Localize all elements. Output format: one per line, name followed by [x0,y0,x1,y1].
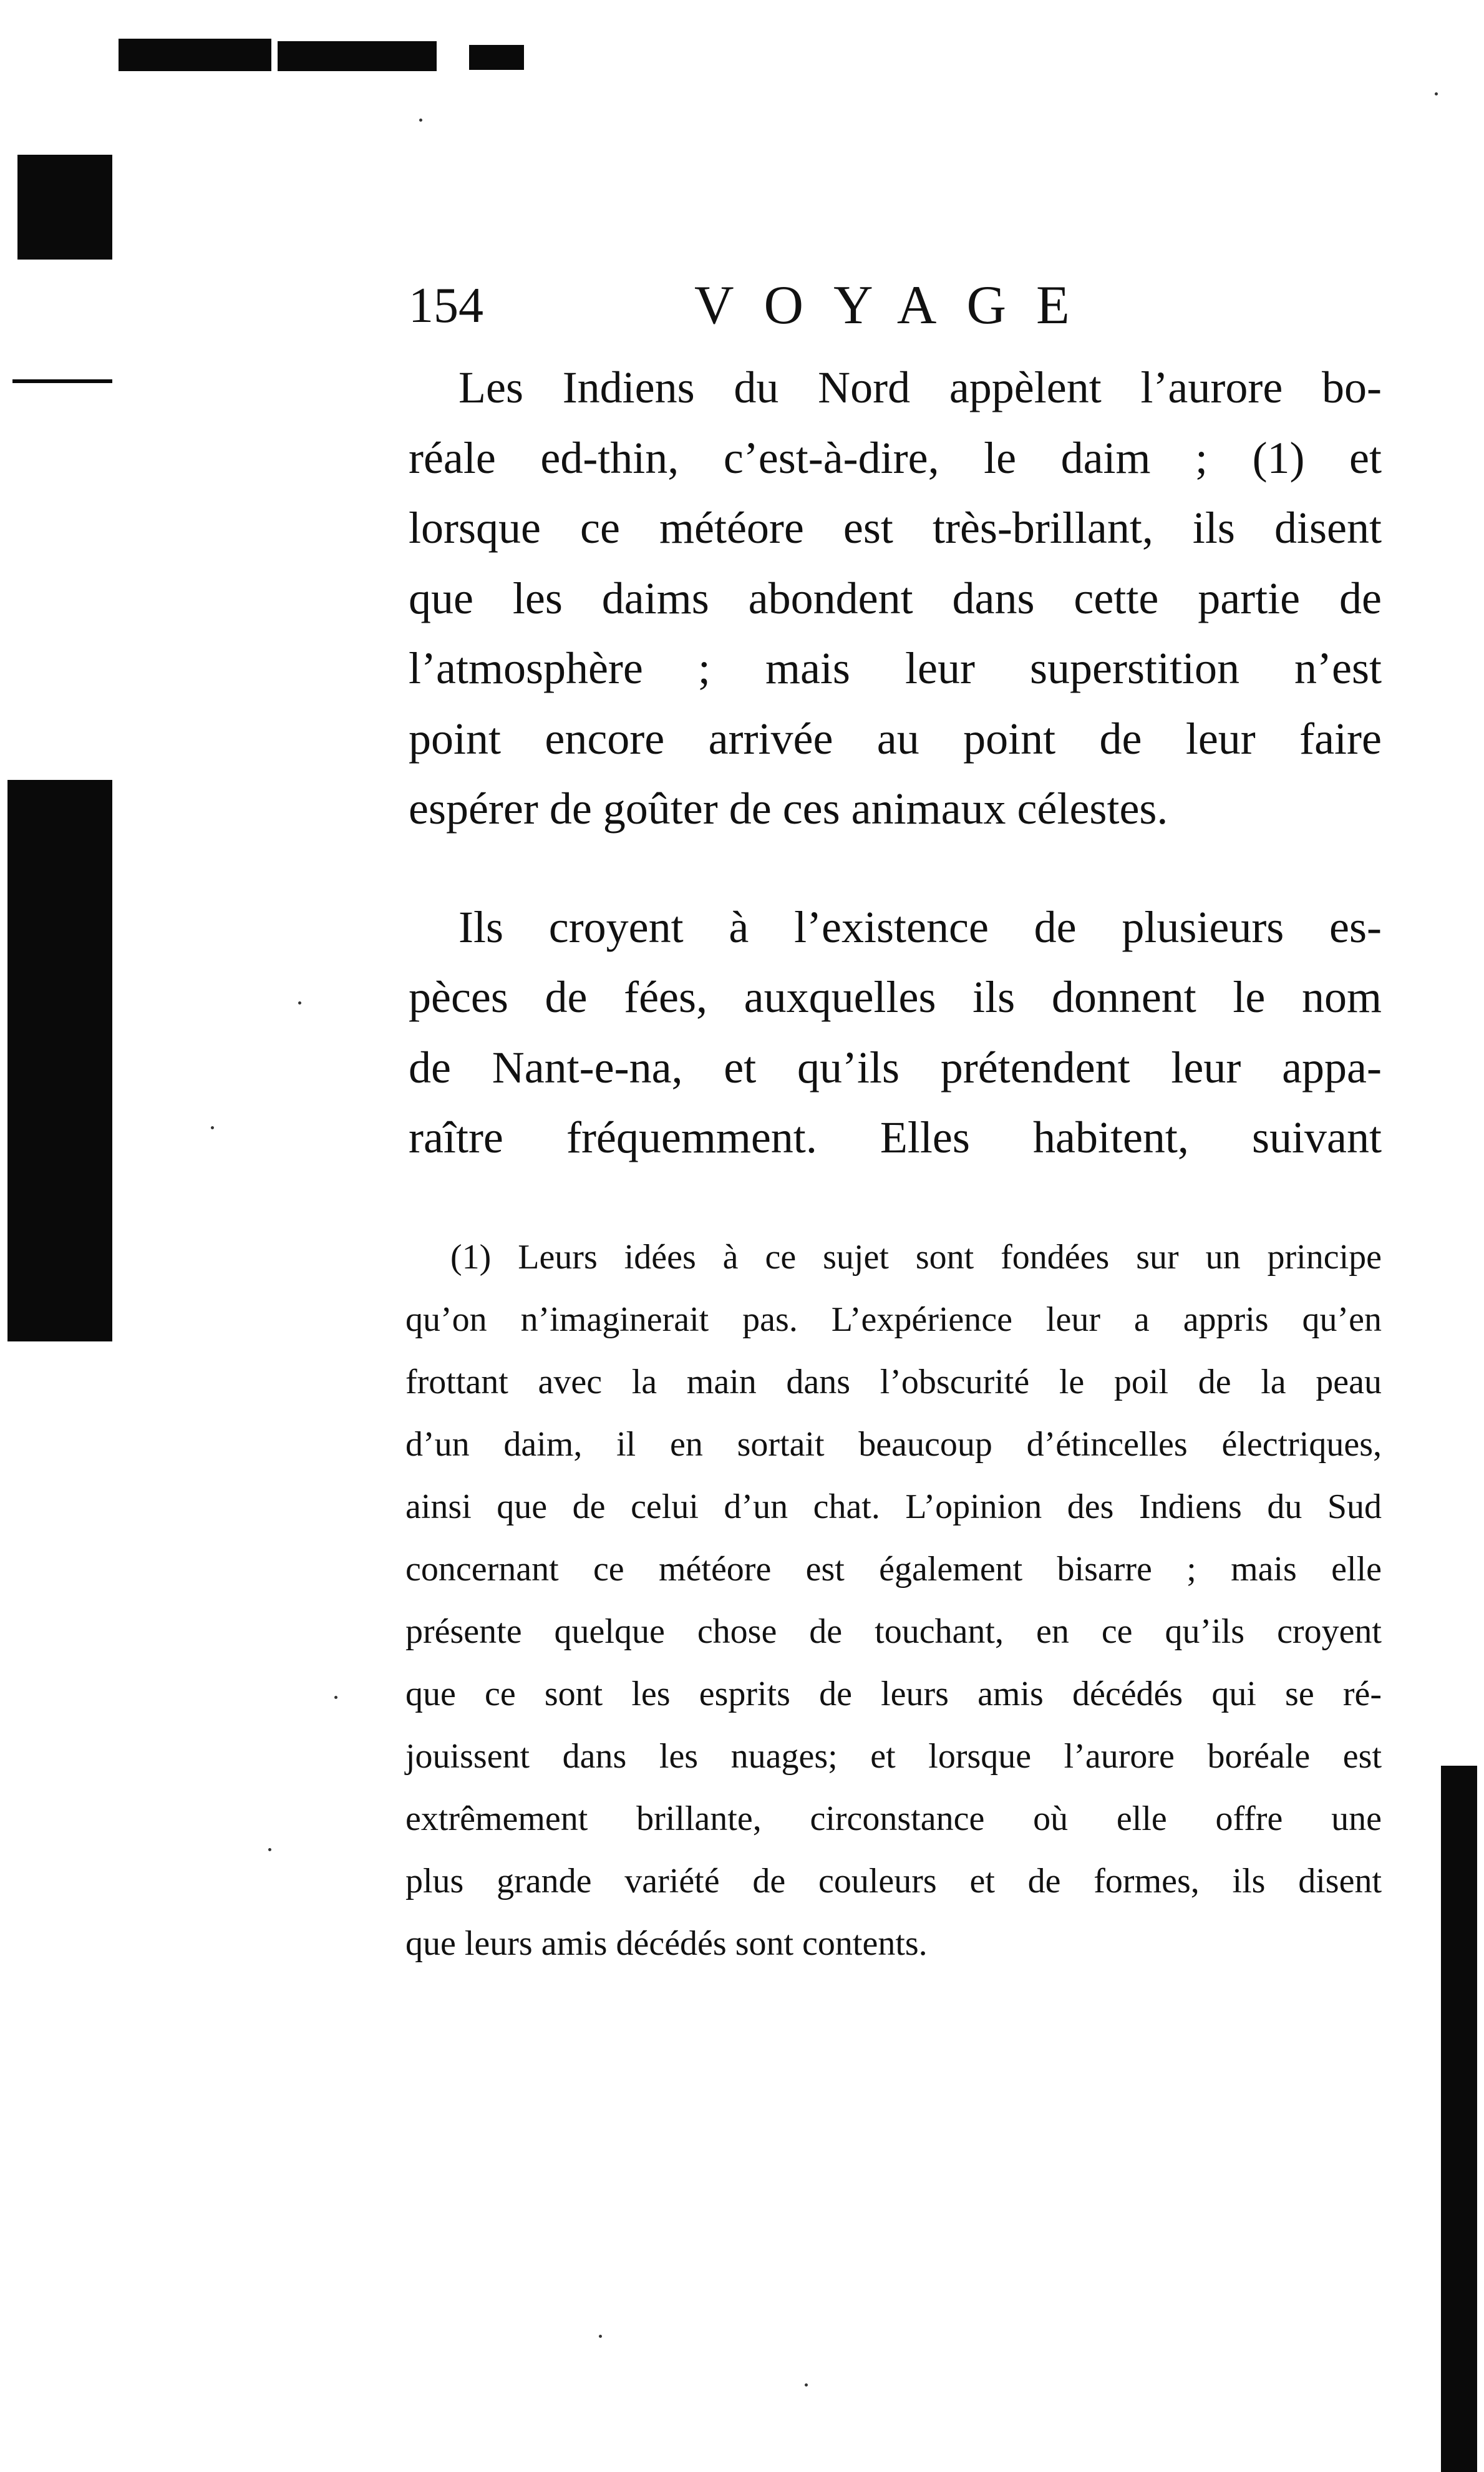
footnote-line: plus grande variété de couleurs et de formes, ils disent [405,1862,1382,1900]
body-line: réale ed-thin, c’est-à-dire, le daim ; (1) et [409,432,1382,483]
body-line: raître fréquemment. Elles habitent, suivant [409,1112,1382,1162]
scan-mark-left-bar [7,780,112,1341]
scan-mark-top-2 [278,41,437,71]
footnote-line: que leurs amis décédés sont contents. [405,1924,928,1963]
speck [599,2335,602,2338]
footnote-line: d’un daim, il en sortait beaucoup d’étincelles électriques, [405,1425,1382,1464]
footnote-line: extrêmement brillante, circonstance où elle offre une [405,1799,1382,1838]
footnote-line: qu’on n’imaginerait pas. L’expérience leur a appris qu’en [405,1300,1382,1339]
scan-mark-top-1 [119,39,271,71]
body-line: Les Indiens du Nord appèlent l’aurore bo- [458,363,1382,412]
footnote-line: (1) Leurs idées à ce sujet sont fondées sur un principe [450,1238,1382,1277]
scan-rule-left [12,379,112,383]
body-line: que les daims abondent dans cette partie de [409,573,1382,623]
body-line: de Nant-e-na, et qu’ils prétendent leur appa- [409,1042,1382,1092]
body-line: lorsque ce météore est très-brillant, ils disent [409,503,1382,553]
page-number: 154 [409,278,483,333]
speck [1435,92,1438,95]
body-line: l’atmosphère ; mais leur superstition n’est [409,643,1382,693]
speck [211,1126,214,1129]
footnote-line: frottant avec la main dans l’obscurité le poil de la peau [405,1363,1382,1401]
body-line: Ils croyent à l’existence de plusieurs es- [458,902,1382,952]
speck [419,119,422,122]
speck [268,1848,271,1851]
speck [805,2383,808,2387]
footnote-line: présente quelque chose de touchant, en ce qu’ils croyent [405,1612,1382,1651]
scan-mark-right-bar [1441,1766,1477,2472]
body-line: espérer de goûter de ces animaux célestes. [409,784,1168,834]
body-line: pèces de fées, auxquelles ils donnent le nom [409,972,1382,1022]
body-text [409,353,1382,1173]
speck [334,1696,337,1699]
footnote-line: jouissent dans les nuages; et lorsque l’aurore boréale est [405,1737,1382,1776]
footnote [405,1226,1382,1975]
speck [298,1001,301,1005]
footnote-line: ainsi que de celui d’un chat. L’opinion des Indiens du Sud [405,1487,1382,1526]
running-head [409,268,1157,343]
body-line: point encore arrivée au point de leur faire [409,713,1382,764]
running-title: VOYAGE [694,275,1100,336]
scan-mark-top-3 [469,45,524,70]
footnote-line: concernant ce météore est également bisarre ; mais elle [405,1550,1382,1589]
paragraph-gap [409,844,1382,892]
footnote-line: que ce sont les esprits de leurs amis décédés qui se ré- [405,1675,1382,1713]
scan-mark-left-top [17,155,112,260]
